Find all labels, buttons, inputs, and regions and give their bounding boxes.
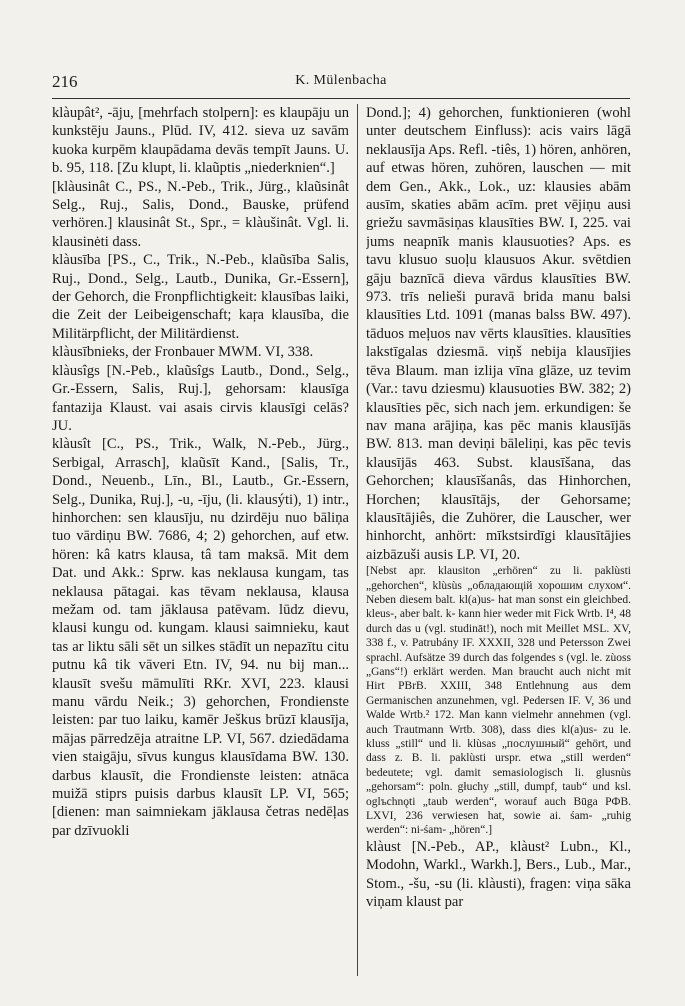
- entry-klausigs: klàusîgs [N.-Peb., klaũsîgs Lautb., Dond., Selg., Gr.-Essern, Salis, Ruj.], gehorsam: klausīga fantazija Klaust. vai asais cirvis klausīgi celās? JU.: [52, 362, 349, 434]
- entry-klausinat: [klàusinât C., PS., N.-Peb., Trik., Jürg., klaũsinât Selg., Ruj., Salis, Dond., Bauske, prüfend verhören.] klausinât St., Spr., = klàušinât. Vgl. li. klausinėti dass.: [52, 178, 349, 250]
- running-head: [52, 72, 630, 92]
- column-divider: [357, 104, 358, 976]
- entry-klaupat: klàupât², -āju, [mehrfach stolpern]: es klaupāju un kunkstēju Jauns., Plūd. IV, 412. sieva uz savām kuoka kurpēm klaupādama devās tempīt Jauns. U. b. 95, 118. [Zu klupt, li. klaũptis „niederknien“.]: [52, 105, 349, 177]
- entry-klausit-continued: Dond.]; 4) gehorchen, funktionieren (wohl unter deutschem Einfluss): acis vairs lāgā neklausīja Aps. Refl. -tiês, 1) hören, anhören, auf etwas hören, zuhören, lauschen — mit dem Gen., Akk., Lok., uz: klausies abām ausīm, skaties abām acīm. pret vējiņu ausi griežu savmāsiņas klausīties BW. I, 225. vai jums neapnīk manis klausuoties? Aps. es tavu klusuo suoļu klausuos Akur. svētdien gāju baznīcā dieva vārdus klausīties BW. 973. trīs nelieši puravā brida manu balsi klausīties Ltd. 1091 (manas balss BW. 497). tāduos meļuos nav vērts klausīties. klausīties lakstīgalas dziesmā. viņš nebija klausījies tēva Blaum. man izlija vīna glāze, uz tevim (Var.: tavu dziesmu) klausuoties BW. 382; 2) klausīties pēc, sich nach jem. erkundigen: še nav mana arājiņa, kas pēc manis klausījās BW. 813. man deviņi bāleliņi, kas pēc tevis klausījās 463. Subst. klausīšana, das Gehorchen; klausīšanâs, das Hinhorchen, Horchen; klausītājs, der Gehorsame; klausītājiês, die Zuhörer, die Lauscher, wer hinhorcht, anhört: mīkstsirdīgi klausītājies aizbāzuši ausis LP. VI, 20.: [366, 105, 631, 563]
- page-number: 216: [52, 72, 78, 91]
- entry-klausit: klàusît [C., PS., Trik., Walk, N.-Peb., Jürg., Serbigal, Arrasch], klaũsīt Kand., [Salis, Tr., Dond., Neuenb., Līn., Bl., Lautb., Gr.-Essern, Selg., Dunika, Ruj.], -u, -īju, (li. klausýti), 1) intr., hinhorchen: sen klausīju, nu dzirdēju nuo bāliņa tuo vārdiņu BW. 7686, 4; 2) gehorchen, auf etw. hören: kâ katrs klausa, tâ tam maksā. Mit dem Dat. und Akk.: Sprw. kas neklausa kungam, tas neklausa pātagai. kas tēvam neklausa, klausa mežam od. tam jāklausa patēvam. lūdz dievu, klausi kungu od. kungam. klausi saimnieku, kaut tas ar liktu sāli sēt un silkes stādīt un nepazītu citu putnu kâ tik vāveri Etn. IV, 94. nu bij man... klausīt svešu māmulīti RKr. XVI, 223. klausi manu vārdu Neik.; 3) gehorchen, Frondienste leisten: par tuo laiku, kamēr Ješkus brūzī klausīja, mājas pārredzēja atraitne LP. VI, 567. dziedādama vien staigāju, sīvus kungus klausīdama BW. 130. darbus klausīt, die Frondienste leisten: atnāca muižā stiprs puisis darbus klausīt LP. VI, 565; [dienen: man saimniekam jāklausa četras nedēļas par dzīvuokli: [52, 436, 349, 839]
- entry-klausiba: klàusība [PS., C., Trik., N.-Peb., klaũsība Salis, Ruj., Dond., Selg., Lautb., Dunika, Gr.-Essern], der Gehorch, die Fronpflichtigkeit: klausības laiki, die Zeit der Leibeigenschaft; kaŗa klausība, die Militärpflicht, der Militärdienst.: [52, 252, 349, 342]
- etymology-note: [Nebst apr. klausiton „erhören“ zu li. paklùsti „gehorchen“, klùsùs „обладающій хорошим слухом“. Neben diesem balt. kl(a)us- hat man sonst ein gleichbed. kleus-, aber balt. k- kann hier weder mit Fick Wrtb. I⁴, 48 durch das u (vgl. studināt!), noch mit Meillet MSL. XV, 338 f., v. Patrubány IF. XXXII, 328 und Petersson Zwei sprachl. Aufsätze 39 durch das folgendes s (vgl. le. zùoss „Gans“!) erklärt werden. Man braucht auch nicht mit Hirt PBrB. XXIII, 348 Entlehnung aus dem Germanischen anzunehmen, vgl. Pedersen IF. V, 36 und Walde Wrtb.² 172. Man kann vielmehr annehmen (vgl. auch Trautmann Wrtb. 308), dass dies kl(a)us- zu le. kluss „still“ und li. klùsas „послушный“ gehört, und dass z. B. li. paklùsti urspr. etwa „still werden“ bedeutete; vgl. damit semasiologisch li. glusnùs „gehorsam“: poln. głuchy „still, dumpf, taub“ und ksl. oglъchnǫti „taub werden“, worauf auch Būga РФВ. LXVI, 236 verwiesen hat, sowie ai. śam- „ruhig werden“: ni-śam- „hören“.]: [366, 565, 631, 837]
- entry-klaust: klàust [N.-Peb., AP., klàust² Lubn., Kl., Modohn, Warkl., Warkh.], Bers., Lub., Mar., Stom., -šu, -su (li. klàusti), fragen: viņa sāka viņam klaust par: [366, 838, 631, 911]
- running-title: K. Mülenbacha: [295, 73, 387, 88]
- header-rule: [52, 98, 630, 99]
- left-column: [52, 104, 349, 986]
- entry-klausibnieks: klàusībnieks, der Fronbauer MWM. VI, 338.: [52, 344, 314, 361]
- right-column: [366, 104, 631, 986]
